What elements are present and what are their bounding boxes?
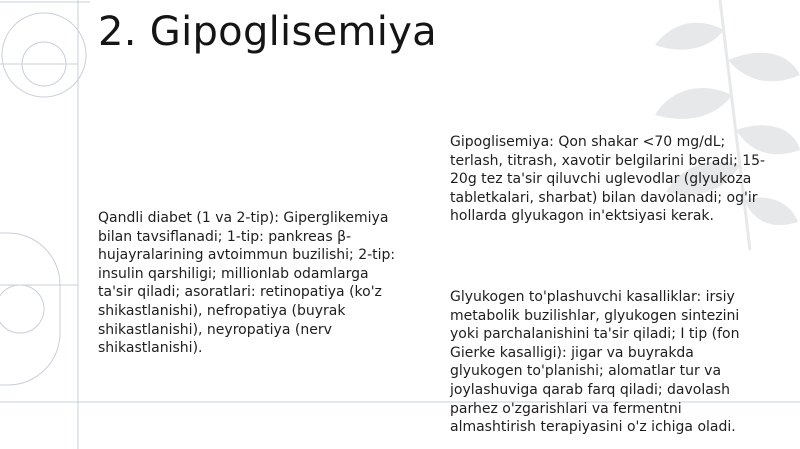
diabetes-paragraph: Qandli diabet (1 va 2-tip): Giperglikemiya bilan tavsiflanadi; 1-tip: pankreas β-hujayralarining avtoimmun buzilishi; 2-tip: insulin qarshiligi; millionlab odamlarga ta'sir qiladi; asoratlari: retinopatiya (ko'z shikastlanishi), nefropatiya (buyrak shikastlanishi), neyropatiya (nerv shikastlanishi). xyxy=(98,210,396,357)
hypoglycemia-paragraph: Gipoglisemiya: Qon shakar <70 mg/dL; terlash, titrash, xavotir belgilarini beradi; 15-20g tez ta'sir qiluvchi uglevodlar (glyukoza tabletkalari, sharbat) bilan davolanadi; og'ir hollarda glyukagon in'ektsiyasi kerak. xyxy=(450,134,766,225)
large-circle xyxy=(2,13,86,97)
capsule-arc xyxy=(0,233,60,385)
glycogen-storage-paragraph: Glyukogen to'plashuvchi kasalliklar: irsiy metabolik buzilishlar, glyukogen sintezini yoki parchalanishini ta'sir qiladi; I tip (fon Gierke kasalligi): jigar va buyrakda glyukogen to'planishi; alomatlar tur va joylashuviga qarab farq qiladi; davolash parhez o'zgarishlari va fermentni almashtirish terapiyasini o'z ichiga oladi. xyxy=(450,289,740,436)
slide-title: 2. Gipoglisemiya xyxy=(98,9,437,55)
lower-circle xyxy=(0,285,44,333)
